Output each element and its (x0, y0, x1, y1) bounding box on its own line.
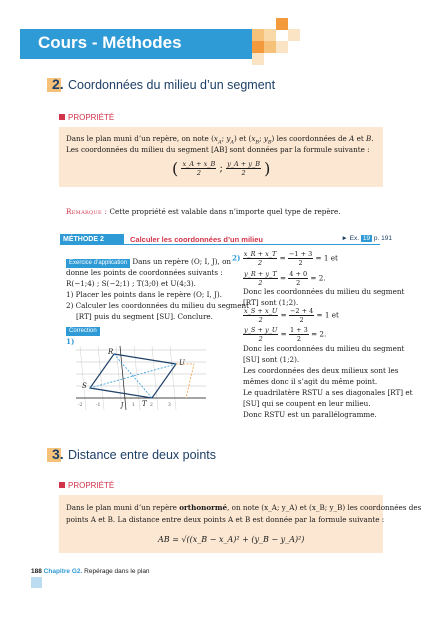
property-label: PROPRIÉTÉ (59, 113, 114, 122)
chapter-label: Chapitre G2. (43, 568, 83, 575)
property-label: PROPRIÉTÉ (59, 481, 114, 490)
calc-ysu: $\frac{y\_S + y\_U}{2}$ = $\frac{1 + 3}{2}$ = 2. (244, 326, 327, 343)
distance-formula: AB = √((x_B − x_A)² + (y_B − y_A)²) (158, 535, 305, 544)
exercise-reference[interactable]: ► Ex. 19 p. 191 (341, 235, 392, 242)
tick-label: 3 (168, 403, 171, 408)
point-label-u: U (179, 359, 185, 367)
header-decoration (252, 18, 402, 78)
remark-label: Remarque : (66, 207, 108, 216)
section-number: 3. (52, 446, 64, 462)
remark-text: Cette propriété est valable dans n’importe quel type de repère. (109, 207, 341, 216)
calc-xsu: $\frac{x\_S + x\_U}{2}$ = $\frac{-2 + 4}{2}$ = 1 et (244, 307, 339, 324)
remark (66, 206, 341, 217)
footer-decoration (31, 577, 42, 588)
section-title: Coordonnées du milieu d’un segment (68, 78, 276, 92)
property-text-line2: Les coordonnées du milieu du segment [AB] sont données par la formule suivante : (66, 145, 370, 154)
result-text4: [SU] sont (1;2). (243, 355, 300, 364)
chapter-title: Repérage dans le plan (84, 568, 150, 575)
question-1: 1) Placer les points dans le repère (O; I, J). (66, 290, 222, 299)
point-label-t: T (142, 400, 147, 408)
calc-yrt: $\frac{y\_R + y\_T}{2}$ = $\frac{4 + 0}{2}$ = 2. (244, 270, 326, 287)
question-2a: 2) Calculer les coordonnées du milieu du segment (66, 301, 250, 310)
axis-label-j: J (121, 402, 124, 409)
distance-text-line2: points A et B. La distance entre deux points A et B est donnée par la formule suivante : (66, 515, 385, 524)
result-text3: Donc les coordonnées du milieu du segment (243, 344, 405, 353)
midpoint-formula: ( $\frac{x\_A + x\_B}{2}$ ; $\frac{y\_A + y\_B}{2}$ ) (172, 159, 271, 178)
application-tag: Exercice d’application (66, 259, 130, 268)
tick-label: 1 (132, 403, 135, 408)
result-text5: Les coordonnées des deux milieux sont les (243, 366, 399, 375)
correction-1: 1) (66, 337, 75, 346)
result-text6: mêmes donc il s’agit du même point. (243, 377, 378, 386)
result-text2: [RT] sont (1;2). (243, 298, 299, 307)
tick-label: -1 (96, 403, 101, 408)
calc-xrt: 2) $\frac{x\_R + x\_T}{2}$ = $\frac{-1 + 3}{2}$ = 1 et (232, 250, 338, 267)
result-text1: Donc les coordonnées du milieu du segment (243, 287, 405, 296)
method-rule (60, 244, 380, 245)
page-footer (31, 568, 150, 575)
header-title: Cours - Méthodes (38, 33, 182, 52)
correction-tag: Correction (66, 327, 100, 336)
section-title: Distance entre deux points (68, 448, 217, 462)
coordinate-graph (76, 346, 206, 410)
point-label-s: S (82, 382, 87, 390)
method-bar (60, 234, 380, 245)
exercise-line2: donne les points de coordonnées suivants : (66, 268, 223, 277)
result-text8: [SU] qui se coupent en leur milieu. (243, 399, 371, 408)
point-label-r: R (108, 348, 114, 356)
tick-label: -2 (78, 403, 83, 408)
distance-text-line1: Dans le plan muni d’un repère orthonormé, on note (x_A; y_A) et (x_B; y_B) les coordonnées des (66, 503, 422, 512)
question-2b: [RT] puis du segment [SU]. Conclure. (76, 312, 213, 321)
result-text7: Le quadrilatère RSTU a ses diagonales [RT] et (243, 388, 413, 397)
result-text9: Donc RSTU est un parallélogramme. (243, 410, 377, 419)
method-title: Calculer les coordonnées d’un milieu (130, 235, 263, 244)
exercise-ref-number[interactable]: 19 (362, 235, 371, 242)
property-text-line1: Dans le plan muni d’un repère, on note ($x_A$; $y_A$) et ($x_B$; $y_B$) les coordonnées de A et B. (66, 134, 374, 146)
tick-label: 2 (150, 403, 153, 408)
exercise-line3: R(−1;4) ; S(−2;1) ; T(3;0) et U(4;3). (66, 279, 196, 288)
section-number: 2. (52, 76, 64, 92)
method-tag: MÉTHODE 2 (60, 234, 124, 245)
page-number: 188 (31, 568, 42, 575)
chapter-header (20, 29, 252, 59)
correction-tag-wrap (66, 324, 100, 336)
exercise-line1: Exercice d’application Dans un repère (O; I, J), on (66, 256, 231, 268)
